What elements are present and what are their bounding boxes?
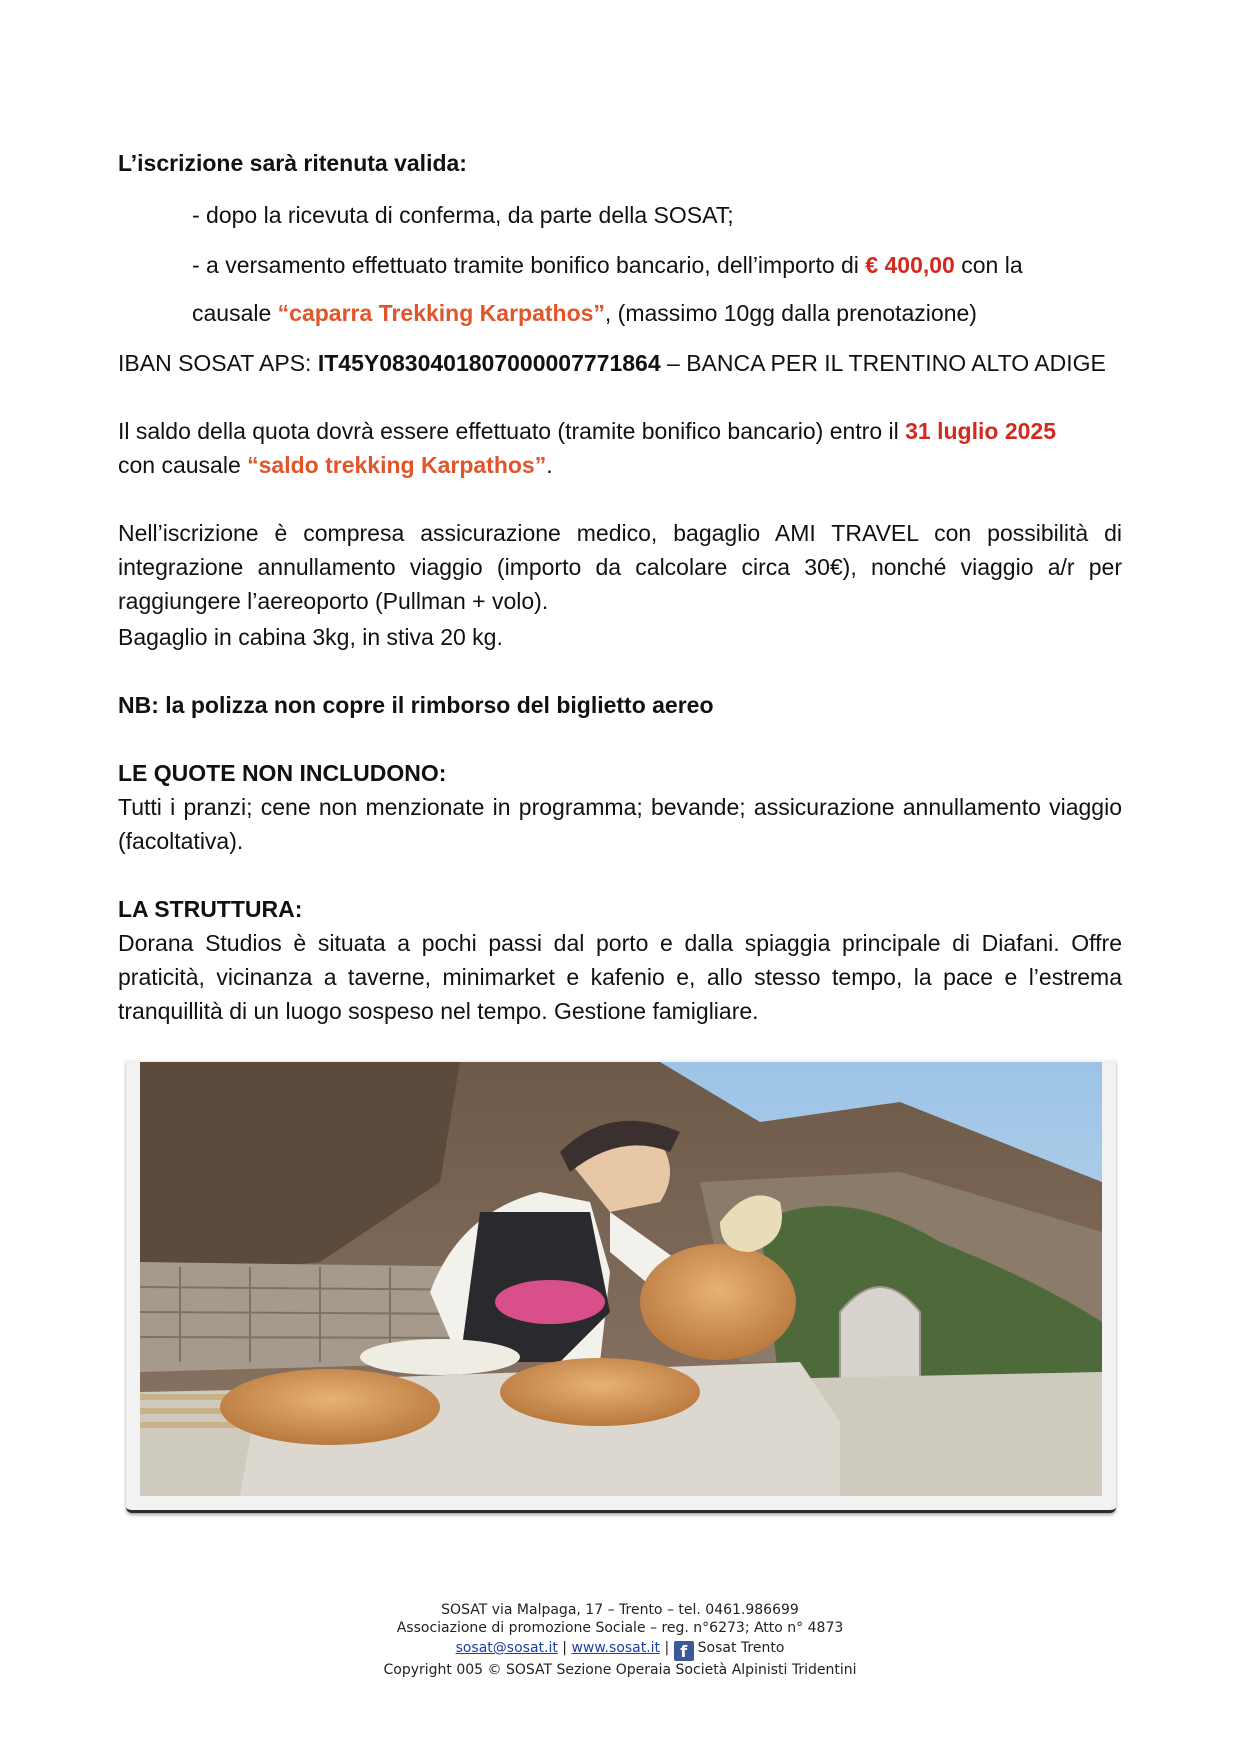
saldo-text: Il saldo della quota dovrà essere effettuato (tramite bonifico bancario) entro il: [118, 418, 906, 444]
item2-text-post: con la: [954, 252, 1023, 278]
footer-links: [0, 1640, 1240, 1661]
saldo-line-2: [118, 448, 1122, 482]
website-link[interactable]: www.sosat.it: [571, 1640, 661, 1656]
struttura-heading: LA STRUTTURA:: [118, 896, 303, 922]
non-includono-heading: LE QUOTE NON INCLUDONO:: [118, 760, 447, 786]
iban-bank: – BANCA PER IL TRENTINO ALTO ADIGE: [660, 350, 1106, 376]
footer-address: SOSAT via Malpaga, 17 – Trento – tel. 0461.986699: [441, 1602, 799, 1618]
caparra-amount: € 400,00: [865, 252, 955, 278]
iscrizione-item-2: [192, 248, 1122, 282]
footer-copyright: Copyright 005 © SOSAT Sezione Operaia Società Alpinisti Tridentini: [383, 1662, 857, 1678]
iscrizione-item-1: - dopo la ricevuta di conferma, da parte della SOSAT;: [192, 202, 734, 228]
photo-frame: [126, 1060, 1116, 1513]
assicurazione-paragraph: Nell’iscrizione è compresa assicurazione medico, bagaglio AMI TRAVEL con possibilità di integrazione annullamento viaggio (importo da calcolare circa 30€), nonché viaggio a/r per raggiungere l’aereoporto (Pullman + volo).: [118, 520, 1122, 614]
facebook-icon[interactable]: f: [674, 1641, 694, 1661]
item2-text-pre: - a versamento effettuato tramite bonifico bancario, dell’importo di: [192, 252, 866, 278]
email-link[interactable]: sosat@sosat.it: [455, 1640, 558, 1656]
footer-separator: |: [660, 1640, 674, 1656]
saldo-line-1: [118, 414, 1122, 448]
saldo-causale: “saldo trekking Karpathos”: [247, 452, 547, 478]
item2-causale-label: causale: [192, 300, 278, 326]
non-includono-paragraph: Tutti i pranzi; cene non menzionate in programma; bevande; assicurazione annullamento viaggio (facoltativa).: [118, 794, 1122, 854]
bagaglio-line: Bagaglio in cabina 3kg, in stiva 20 kg.: [118, 624, 503, 650]
iban-line: [118, 346, 1122, 380]
bread-baking-photo: [140, 1062, 1102, 1496]
footer-separator: |: [557, 1640, 572, 1656]
iban-label: IBAN SOSAT APS:: [118, 350, 318, 376]
saldo-line2-post: .: [546, 452, 553, 478]
struttura-paragraph: Dorana Studios è situata a pochi passi dal porto e dalla spiaggia principale di Diafani. Offre praticità, vicinanza a taverne, minimarket e kafenio e, allo stesso tempo, la pace e l’estrema tranquillità di un luogo sospeso nel tempo. Gestione famigliare.: [118, 930, 1122, 1024]
saldo-causale-label: con causale: [118, 452, 248, 478]
item2-line2-post: , (massimo 10gg dalla prenotazione): [604, 300, 977, 326]
iscrizione-item-2-line2: [192, 296, 1122, 330]
iscrizione-heading: L’iscrizione sarà ritenuta valida:: [118, 150, 467, 176]
nb-note: NB: la polizza non copre il rimborso del biglietto aereo: [118, 692, 714, 718]
saldo-date: 31 luglio 2025: [905, 418, 1056, 444]
bread-baking-photo-illustration: [140, 1062, 1102, 1496]
caparra-causale: “caparra Trekking Karpathos”: [277, 300, 605, 326]
footer-association: Associazione di promozione Sociale – reg. n°6273; Atto n° 4873: [396, 1620, 844, 1636]
iban-code: IT45Y0830401807000007771864: [317, 350, 661, 376]
facebook-label[interactable]: Sosat Trento: [697, 1640, 785, 1656]
